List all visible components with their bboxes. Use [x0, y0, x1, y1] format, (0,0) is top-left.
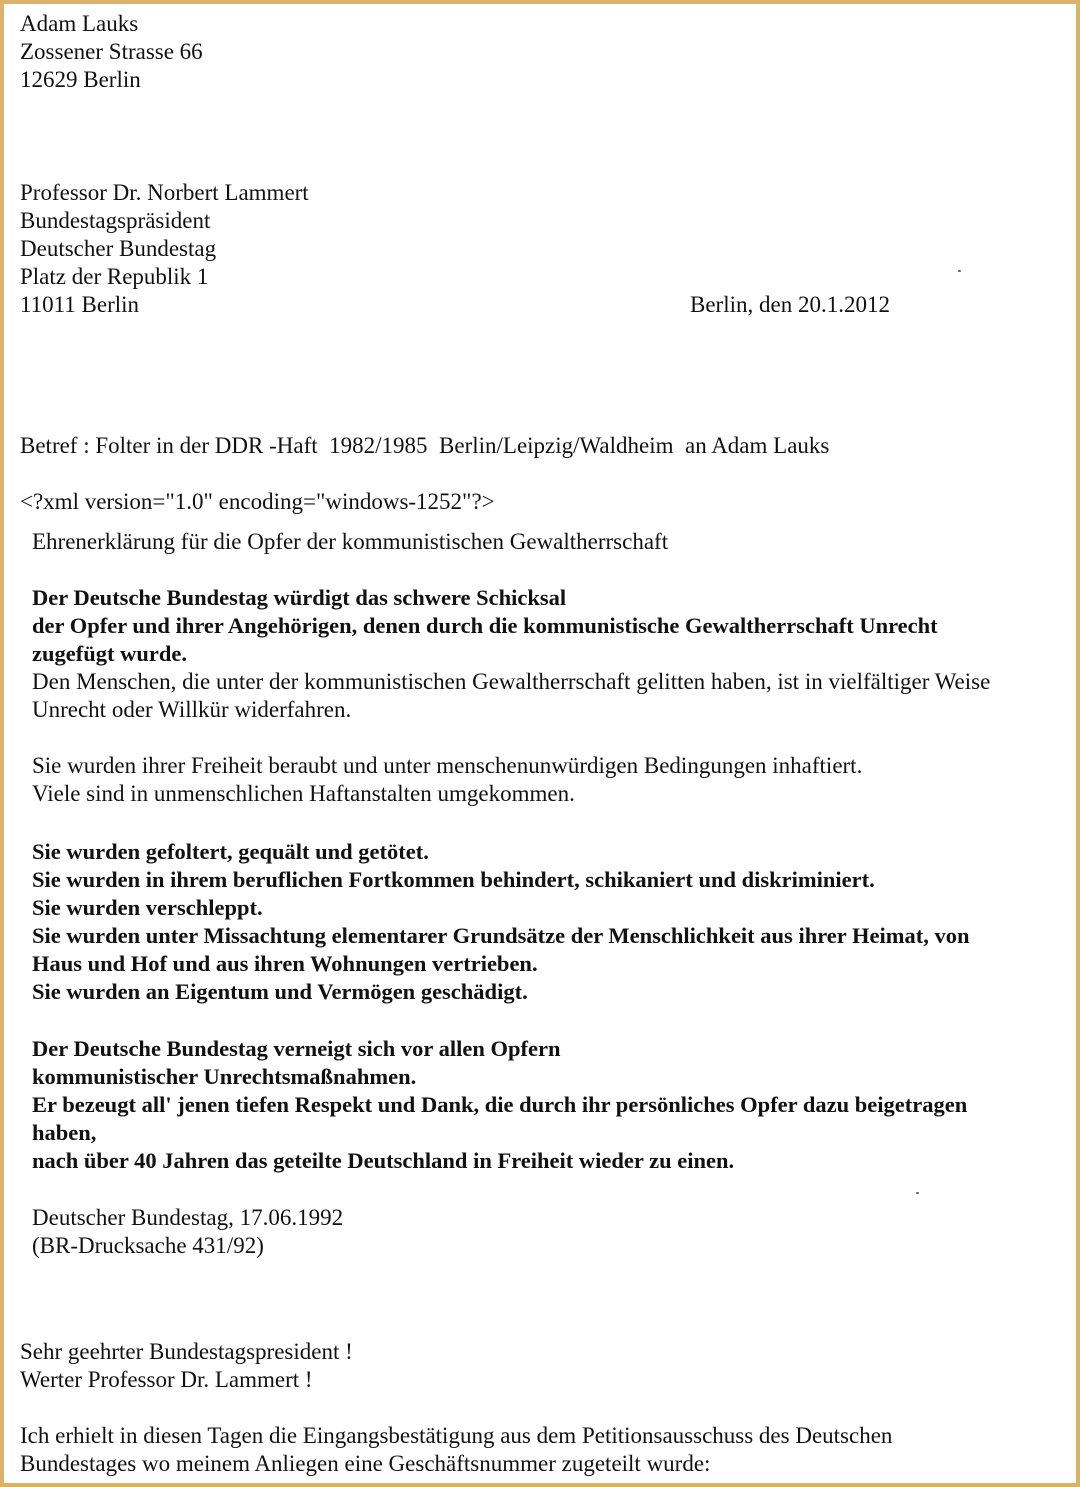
subject-line: Betref : Folter in der DDR -Haft 1982/1985 Berlin/Leipzig/Waldheim an Adam Lauks	[20, 433, 830, 458]
sender-name: Adam Lauks	[20, 11, 139, 36]
declaration-para1-line: Unrecht oder Willkür widerfahren.	[32, 697, 352, 722]
declaration-para4-line: haben,	[32, 1120, 97, 1145]
declaration-para4-line: Er bezeugt all' jenen tiefen Respekt und Dank, die durch ihr persönliches Opfer dazu beigetragen	[32, 1092, 968, 1117]
recipient-institution: Deutscher Bundestag	[20, 236, 217, 261]
declaration-para1-bold-line: zugefügt wurde.	[32, 641, 187, 666]
scan-speck	[958, 270, 961, 272]
declaration-para2-line: Viele sind in unmenschlichen Haftanstalten umgekommen.	[32, 781, 575, 806]
declaration-para1-bold-line: der Opfer und ihrer Angehörigen, denen durch die kommunistische Gewaltherrschaft Unrecht	[32, 613, 938, 638]
recipient-city: 11011 Berlin	[20, 292, 140, 317]
declaration-para3-line: Sie wurden gefoltert, gequält und getötet.	[32, 839, 429, 864]
recipient-name: Professor Dr. Norbert Lammert	[20, 180, 309, 205]
declaration-para3-line: Sie wurden verschleppt.	[32, 895, 263, 920]
sender-street: Zossener Strasse 66	[20, 39, 203, 64]
scan-speck	[916, 1192, 919, 1194]
declaration-para4-line: kommunistischer Unrechtsmaßnahmen.	[32, 1064, 417, 1089]
body-line: Ich erhielt in diesen Tagen die Eingangsbestätigung aus dem Petitionsausschuss des Deutschen	[20, 1423, 893, 1448]
declaration-source-line: Deutscher Bundestag, 17.06.1992	[32, 1205, 344, 1230]
declaration-para2-line: Sie wurden ihrer Freiheit beraubt und unter menschenunwürdigen Bedingungen inhaftiert.	[32, 753, 863, 778]
declaration-source-line: (BR-Drucksache 431/92)	[32, 1233, 264, 1258]
declaration-heading: Ehrenerklärung für die Opfer der kommunistischen Gewaltherrschaft	[32, 529, 669, 554]
declaration-para3-line: Sie wurden unter Missachtung elementarer Grundsätze der Menschlichkeit aus ihrer Heimat, von	[32, 923, 970, 948]
recipient-title: Bundestagspräsident	[20, 208, 211, 233]
salutation-line: Werter Professor Dr. Lammert !	[20, 1367, 313, 1392]
sender-city: 12629 Berlin	[20, 67, 141, 92]
letter-date: Berlin, den 20.1.2012	[690, 292, 890, 317]
declaration-para3-line: Haus und Hof und aus ihren Wohnungen vertrieben.	[32, 951, 538, 976]
declaration-para1-bold-line: Der Deutsche Bundestag würdigt das schwere Schicksal	[32, 585, 567, 610]
recipient-street: Platz der Republik 1	[20, 264, 209, 289]
declaration-para4-line: Der Deutsche Bundestag verneigt sich vor allen Opfern	[32, 1036, 561, 1061]
declaration-para3-line: Sie wurden in ihrem beruflichen Fortkommen behindert, schikaniert und diskriminiert.	[32, 867, 875, 892]
xml-declaration: <?xml version="1.0" encoding="windows-1252"?>	[20, 489, 495, 514]
declaration-para1-line: Den Menschen, die unter der kommunistischen Gewaltherrschaft gelitten haben, ist in vielfältiger Weise	[32, 669, 991, 694]
declaration-para3-line: Sie wurden an Eigentum und Vermögen geschädigt.	[32, 979, 528, 1004]
salutation-line: Sehr geehrter Bundestagspresident !	[20, 1339, 353, 1364]
body-line: Bundestages wo meinem Anliegen eine Geschäftsnummer zugeteilt wurde:	[20, 1451, 711, 1476]
declaration-para4-line: nach über 40 Jahren das geteilte Deutschland in Freiheit wieder zu einen.	[32, 1148, 735, 1173]
